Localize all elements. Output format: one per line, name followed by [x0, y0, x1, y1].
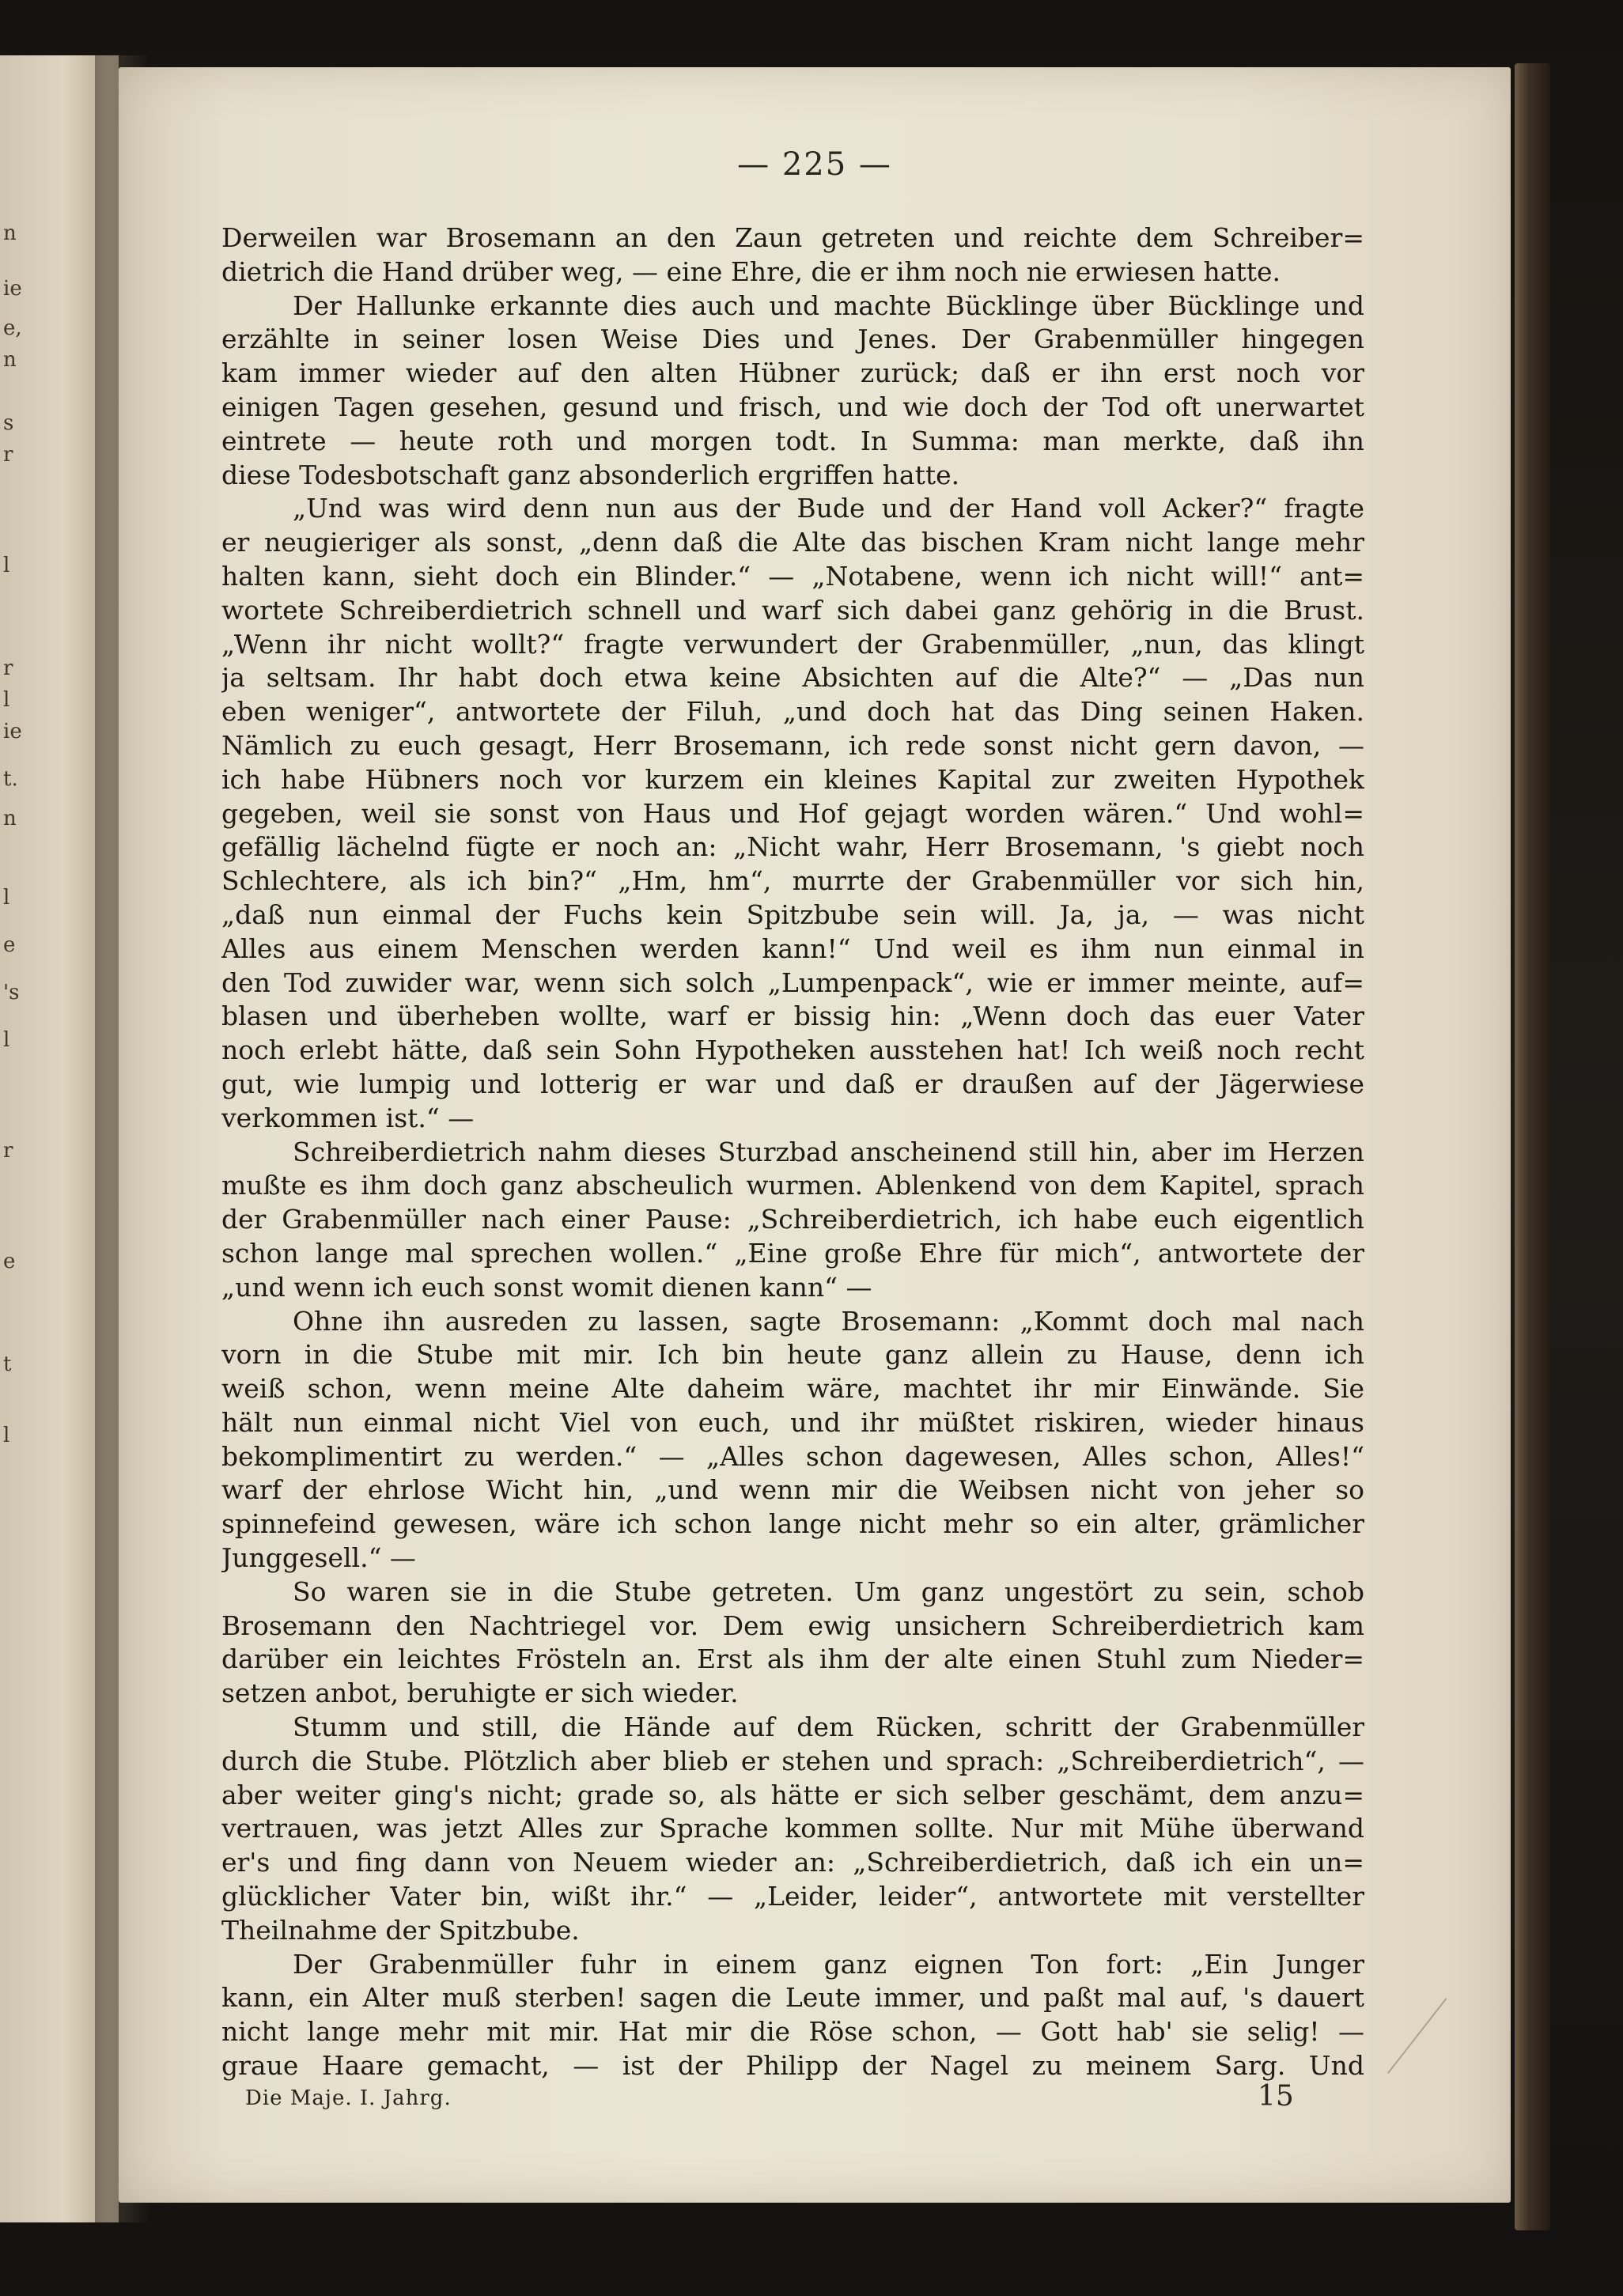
text-line: dietrich die Hand drüber weg, — eine Ehre, die er ihm noch nie erwiesen hatte. — [221, 255, 1281, 287]
text-line: Derweilen war Brosemann an den Zaun getreten und reichte dem Schreiber= — [221, 222, 1364, 253]
text-line: graue Haare gemacht, — ist der Philipp der Nagel zu meinem Sarg. Und — [221, 2050, 1364, 2082]
text-line: vertrauen, was jetzt Alles zur Sprache kommen sollte. Nur mit Mühe überwand — [221, 1813, 1364, 1844]
text-line: glücklicher Vater bin, wißt ihr.“ — „Leider, leider“, antwortete mit verstellter — [221, 1881, 1364, 1912]
text-line: „und wenn ich euch sonst womit dienen kann“ — — [221, 1271, 872, 1303]
text-line: den Tod zuwider war, wenn sich solch „Lumpenpack“, wie er immer meinte, auf= — [221, 966, 1364, 998]
body-text — [221, 221, 1364, 2083]
page-footer — [221, 2080, 1364, 2120]
text-line: verkommen ist.“ — — [221, 1102, 475, 1133]
text-line: wortete Schreiberdietrich schnell und warf sich dabei ganz gehörig in die Brust. — [221, 594, 1364, 626]
text-line: weiß schon, wenn meine Alte daheim wäre, machtet ihr mir Einwände. Sie — [221, 1373, 1364, 1405]
left-page-text-fragment: l — [3, 1028, 10, 1052]
text-line: schon lange mal sprechen wollen.“ „Eine große Ehre für mich“, antwortete der — [221, 1237, 1364, 1269]
text-line: „Wenn ihr nicht wollt?“ fragte verwundert der Grabenmüller, „nun, das klingt — [221, 628, 1364, 660]
text-line: halten kann, sieht doch ein Blinder.“ — „Notabene, wenn ich nicht will!“ ant= — [221, 560, 1364, 592]
text-line: eintrete — heute roth und morgen todt. In Summa: man merkte, daß ihn — [221, 425, 1364, 456]
page-number: — 225 — — [737, 146, 892, 183]
text-line: „Und was wird denn nun aus der Bude und der Hand voll Acker?“ fragte — [293, 493, 1364, 524]
text-line: Schlechtere, als ich bin?“ „Hm, hm“, murrte der Grabenmüller vor sich hin, — [221, 865, 1364, 897]
left-page-text-fragment: s — [3, 411, 14, 435]
text-line: er neugieriger als sonst, „denn daß die Alte das bischen Kram nicht lange mehr — [221, 527, 1364, 558]
left-page-text-fragment: l — [3, 554, 10, 577]
text-line: noch erlebt hätte, daß sein Sohn Hypotheken ausstehen hat! Ich weiß noch recht — [221, 1035, 1364, 1066]
left-page-text-fragment: 's — [3, 981, 20, 1004]
left-page-text-fragment: e, — [3, 316, 22, 340]
text-line: eben weniger“, antwortete der Filuh, „und doch hat das Ding seinen Haken. — [221, 696, 1364, 728]
text-line: So waren sie in die Stube getreten. Um ganz ungestört zu sein, schob — [293, 1575, 1364, 1607]
text-line: hält nun einmal nicht Viel von euch, und ihr müßtet riskiren, wieder hinaus — [221, 1406, 1364, 1438]
text-line: gefällig lächelnd fügte er noch an: „Nicht wahr, Herr Brosemann, 's giebt noch — [221, 831, 1364, 863]
text-line: aber weiter ging's nicht; grade so, als hätte er sich selber geschämt, dem anzu= — [221, 1779, 1364, 1810]
text-line: der Grabenmüller nach einer Pause: „Schreiberdietrich, ich habe euch eigentlich — [221, 1204, 1364, 1235]
book-page — [119, 67, 1511, 2203]
text-line: blasen und überheben wollte, warf er bissig hin: „Wenn doch das euer Vater — [221, 1000, 1364, 1032]
text-line: Stumm und still, die Hände auf dem Rücken, schritt der Grabenmüller — [293, 1712, 1364, 1743]
left-page-text-fragment: e — [3, 1250, 16, 1273]
text-line: Schreiberdietrich nahm dieses Sturzbad anscheinend still hin, aber im Herzen — [293, 1136, 1364, 1167]
footer-sheet-number: 15 — [1258, 2080, 1294, 2113]
left-page-text-fragment: e — [3, 933, 16, 957]
text-line: er's und fing dann von Neuem wieder an: „Schreiberdietrich, daß ich ein un= — [221, 1847, 1364, 1878]
text-line: „daß nun einmal der Fuchs kein Spitzbube sein will. Ja, ja, — was nicht — [221, 898, 1364, 930]
page-corner-crease — [1387, 1998, 1509, 2122]
text-line: einigen Tagen gesehen, gesund und frisch, und wie doch der Tod oft unerwartet — [221, 391, 1364, 422]
text-line: setzen anbot, beruhigte er sich wieder. — [221, 1678, 739, 1709]
left-page-text-fragment: t — [3, 1352, 12, 1376]
left-page-text-fragment: r — [3, 443, 13, 467]
text-line: gut, wie lumpig und lotterig er war und daß er draußen auf der Jägerwiese — [221, 1068, 1364, 1099]
text-line: ich habe Hübners noch vor kurzem ein kleines Kapital zur zweiten Hypothek — [221, 763, 1364, 795]
text-line: bekomplimentirt zu werden.“ — „Alles schon dagewesen, Alles schon, Alles!“ — [221, 1440, 1364, 1472]
text-line: spinnefeind gewesen, wäre ich schon lange nicht mehr so ein alter, grämlicher — [221, 1508, 1364, 1540]
text-line: nicht lange mehr mit mir. Hat mir die Röse schon, — Gott hab' sie selig! — — [221, 2016, 1364, 2048]
text-line: erzählte in seiner losen Weise Dies und Jenes. Der Grabenmüller hingegen — [221, 323, 1364, 355]
left-page-text-fragment: t. — [3, 767, 18, 791]
left-page-text-fragment: l — [3, 1424, 10, 1447]
text-line: Der Hallunke erkannte dies auch und machte Bücklinge über Bücklinge und — [293, 289, 1364, 321]
text-line: Junggesell.“ — — [221, 1542, 416, 1574]
text-line: durch die Stube. Plötzlich aber blieb er stehen und sprach: „Schreiberdietrich“, — — [221, 1745, 1364, 1776]
left-page-text-fragment: n — [3, 348, 17, 372]
left-page-text-fragment: n — [3, 807, 17, 830]
text-line: vorn in die Stube mit mir. Ich bin heute ganz allein zu Hause, denn ich — [221, 1339, 1364, 1371]
text-line: ja seltsam. Ihr habt doch etwa keine Absichten auf die Alte?“ — „Das nun — [221, 662, 1364, 694]
left-page-text-fragment: r — [3, 656, 13, 680]
book-cover-edge — [1515, 63, 1550, 2230]
text-line: Der Grabenmüller fuhr in einem ganz eignen Ton fort: „Ein Junger — [293, 1948, 1364, 1980]
left-page-text-fragment: l — [3, 688, 10, 712]
text-line: kann, ein Alter muß sterben! sagen die Leute immer, und paßt mal auf, 's dauert — [221, 1982, 1364, 2014]
text-line: darüber ein leichtes Frösteln an. Erst als ihm der alte einen Stuhl zum Nieder= — [221, 1644, 1364, 1675]
text-line: diese Todesbotschaft ganz absonderlich ergriffen hatte. — [221, 459, 960, 490]
left-page-text-fragment: ie — [3, 720, 22, 743]
text-line: mußte es ihm doch ganz abscheulich wurmen. Ablenkend von dem Kapitel, sprach — [221, 1170, 1364, 1201]
footer-signature: Die Maje. I. Jahrg. — [245, 2086, 452, 2110]
text-line: Theilnahme der Spitzbube. — [221, 1914, 580, 1946]
text-line: gegeben, weil sie sonst von Haus und Hof gejagt worden wären.“ Und wohl= — [221, 797, 1364, 829]
text-line: Nämlich zu euch gesagt, Herr Brosemann, ich rede sonst nicht gern davon, — — [221, 729, 1364, 761]
text-line: kam immer wieder auf den alten Hübner zurück; daß er ihn erst noch vor — [221, 357, 1364, 389]
left-page-text-fragment: l — [3, 886, 10, 910]
left-page-text-fragment: r — [3, 1139, 13, 1163]
text-line: Brosemann den Nachtriegel vor. Dem ewig unsichern Schreiberdietrich kam — [221, 1609, 1364, 1641]
text-line: warf der ehrlose Wicht hin, „und wenn mir die Weibsen nicht von jeher so — [221, 1474, 1364, 1506]
left-page-text-fragment: ie — [3, 277, 22, 301]
text-line: Alles aus einem Menschen werden kann!“ Und weil es ihm nun einmal in — [221, 932, 1364, 964]
left-page-text-fragment: n — [3, 221, 17, 245]
text-line: Ohne ihn ausreden zu lassen, sagte Brosemann: „Kommt doch mal nach — [293, 1305, 1364, 1337]
